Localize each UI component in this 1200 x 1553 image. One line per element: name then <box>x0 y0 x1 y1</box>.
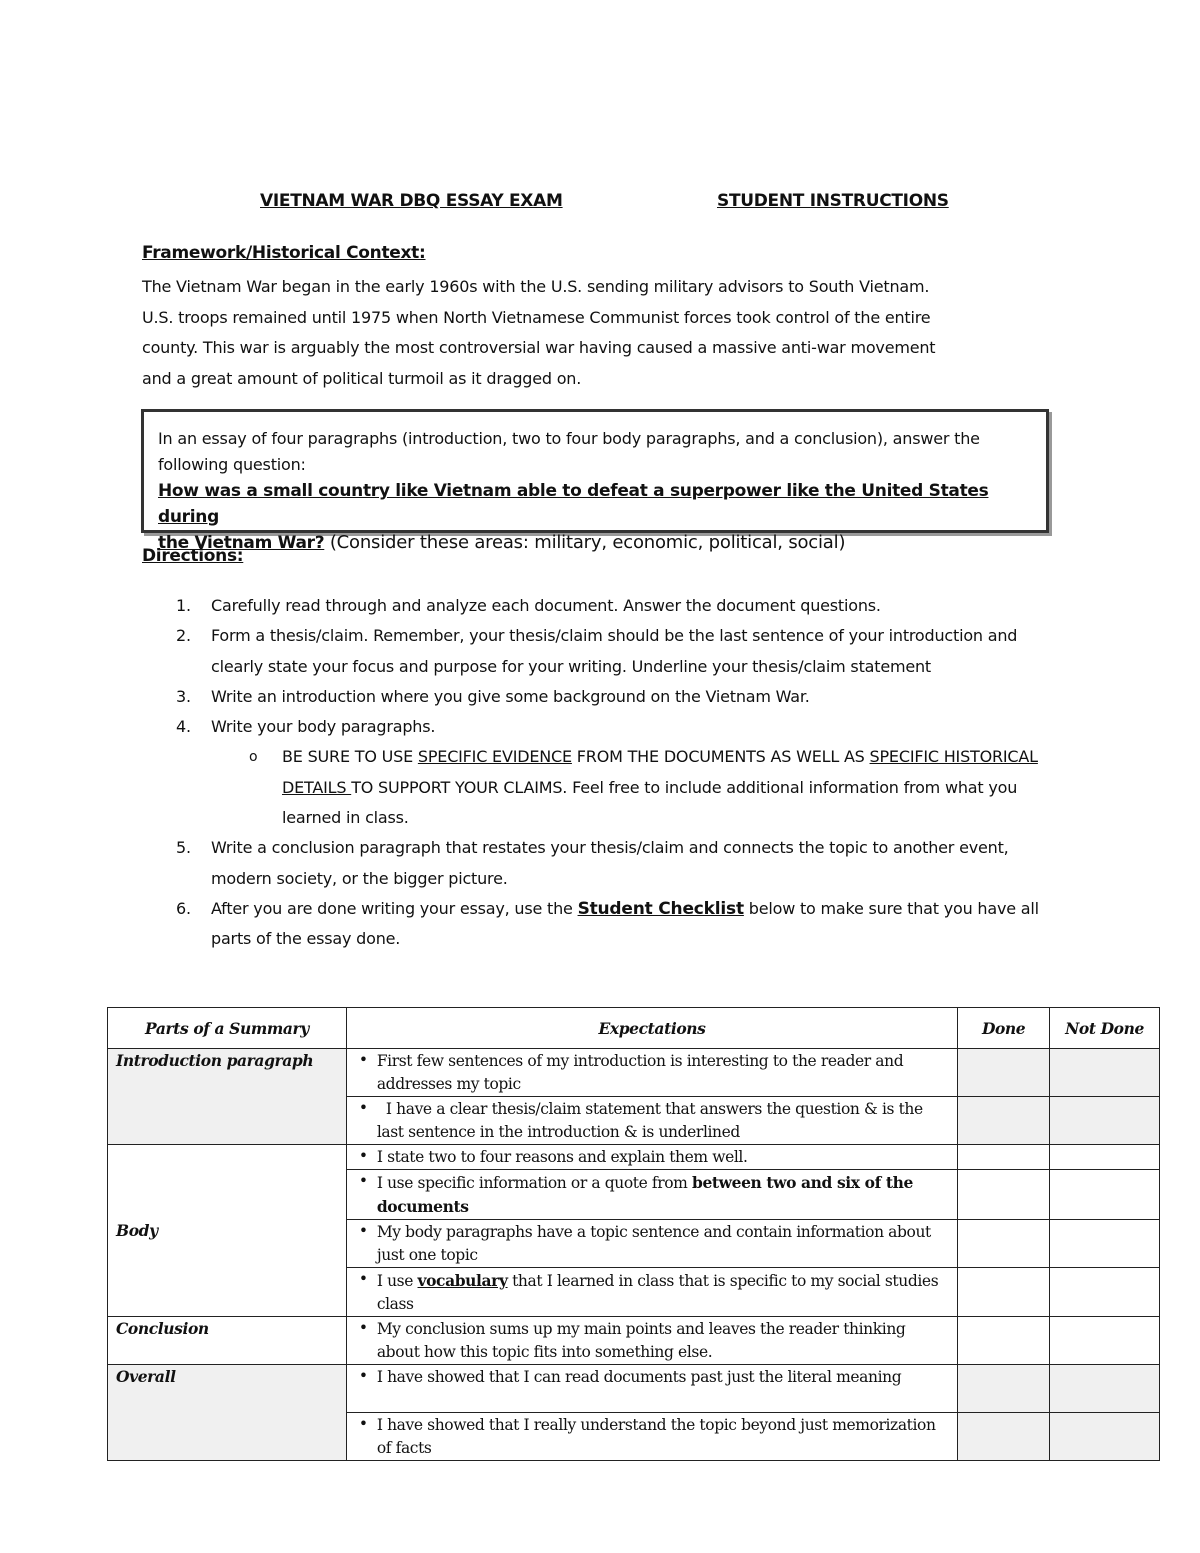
not-done-cell[interactable] <box>1050 1268 1160 1317</box>
direction-item: 6. After you are done writing your essay, use the Student Checklist below to make sure that you have all parts of the essay done. <box>176 898 1039 949</box>
table-row <box>108 1317 1160 1365</box>
student-checklist-table <box>107 1007 1160 1461</box>
expectation-cell: • I have showed that I really understand the topic beyond just memorization of facts <box>346 1413 957 1461</box>
instructions-title: STUDENT INSTRUCTIONS <box>717 191 949 211</box>
col-header-expectations: Expectations <box>346 1008 957 1049</box>
not-done-cell[interactable] <box>1050 1145 1160 1170</box>
essay-prompt: In an essay of four paragraphs (introduction, two to four body paragraphs, and a conclusion), answer the following question: <box>158 429 980 474</box>
table-row <box>108 1145 1160 1170</box>
expectation-cell: • My conclusion sums up my main points and leaves the reader thinking about how this topic fits into something else. <box>346 1317 957 1365</box>
done-cell[interactable] <box>958 1145 1050 1170</box>
not-done-cell[interactable] <box>1050 1365 1160 1413</box>
done-cell[interactable] <box>958 1170 1050 1220</box>
direction-item: 4. Write your body paragraphs. o BE SURE TO USE SPECIFIC EVIDENCE FROM THE DOCUMENTS AS WELL AS SPECIFIC HISTORICAL DETAILS TO SUPPORT YOUR CLAIMS. Feel free to include additional information from what you learned in class. <box>142 712 1062 833</box>
expectation-cell: • My body paragraphs have a topic sentence and contain information about just one topic <box>346 1220 957 1268</box>
done-cell[interactable] <box>958 1220 1050 1268</box>
done-cell[interactable] <box>958 1317 1050 1365</box>
table-header-row <box>108 1008 1160 1049</box>
table-row <box>108 1365 1160 1413</box>
not-done-cell[interactable] <box>1050 1220 1160 1268</box>
col-header-parts: Parts of a Summary <box>108 1008 347 1049</box>
not-done-cell[interactable] <box>1050 1049 1160 1097</box>
context-line: and a great amount of political turmoil as it dragged on. <box>142 368 582 388</box>
part-conclusion: Conclusion <box>108 1317 347 1365</box>
essay-question-end: the Vietnam War? <box>158 533 325 553</box>
table-row <box>108 1049 1160 1097</box>
col-header-not-done: Not Done <box>1050 1008 1160 1049</box>
expectation-cell: • I have showed that I can read documents past just the literal meaning <box>346 1365 957 1413</box>
part-overall: Overall <box>108 1365 347 1461</box>
not-done-cell[interactable] <box>1050 1170 1160 1220</box>
context-heading: Framework/Historical Context: <box>142 243 426 263</box>
direction-sub-bullet: o BE SURE TO USE SPECIFIC EVIDENCE FROM THE DOCUMENTS AS WELL AS SPECIFIC HISTORICAL DETAILS TO SUPPORT YOUR CLAIMS. Feel free to include additional information from what you learned in class. <box>249 747 1038 828</box>
essay-question: How was a small country like Vietnam able to defeat a superpower like the United States during <box>158 481 989 527</box>
student-checklist-link: Student Checklist <box>577 898 744 919</box>
consider-areas: (Consider these areas: military, economic, political, social) <box>324 532 846 553</box>
expectation-cell: • I state two to four reasons and explain them well. <box>346 1145 957 1170</box>
done-cell[interactable] <box>958 1413 1050 1461</box>
done-cell[interactable] <box>958 1049 1050 1097</box>
not-done-cell[interactable] <box>1050 1317 1160 1365</box>
direction-item: 2. Form a thesis/claim. Remember, your thesis/claim should be the last sentence of your introduction and clearly state your focus and purpose for your writing. Underline your thesis/claim statement <box>176 626 1018 676</box>
col-header-done: Done <box>958 1008 1050 1049</box>
part-body: Body <box>108 1145 347 1317</box>
done-cell[interactable] <box>958 1268 1050 1317</box>
not-done-cell[interactable] <box>1050 1413 1160 1461</box>
direction-item: 1. Carefully read through and analyze each document. Answer the document questions. <box>176 596 881 615</box>
done-cell[interactable] <box>958 1097 1050 1145</box>
context-line: county. This war is arguably the most controversial war having caused a massive anti-war movement <box>142 338 936 357</box>
direction-item: 3. Write an introduction where you give some background on the Vietnam War. <box>176 686 810 706</box>
expectation-cell: • I have a clear thesis/claim statement that answers the question & is the last sentence in the introduction & is underlined <box>346 1097 957 1145</box>
expectation-cell: • I use specific information or a quote from between two and six of the documents <box>346 1170 957 1220</box>
context-line: The Vietnam War began in the early 1960s with the U.S. sending military advisors to South Vietnam. <box>142 277 930 296</box>
essay-question-box <box>141 409 1049 553</box>
directions-list <box>142 591 1062 955</box>
expectation-cell: • First few sentences of my introduction is interesting to the reader and addresses my topic <box>346 1049 957 1097</box>
context-line: U.S. troops remained until 1975 when North Vietnamese Communist forces took control of the entire <box>142 307 931 327</box>
part-introduction: Introduction paragraph <box>108 1049 347 1145</box>
exam-title: VIETNAM WAR DBQ ESSAY EXAM <box>260 191 563 211</box>
direction-item: 5. Write a conclusion paragraph that restates your thesis/claim and connects the topic to another event, modern society, or the bigger picture. <box>176 838 1009 888</box>
not-done-cell[interactable] <box>1050 1097 1160 1145</box>
context-paragraph <box>142 272 1042 394</box>
expectation-cell: • I use vocabulary that I learned in class that is specific to my social studies class <box>346 1268 957 1317</box>
done-cell[interactable] <box>958 1365 1050 1413</box>
directions-heading: Directions: <box>142 546 244 566</box>
